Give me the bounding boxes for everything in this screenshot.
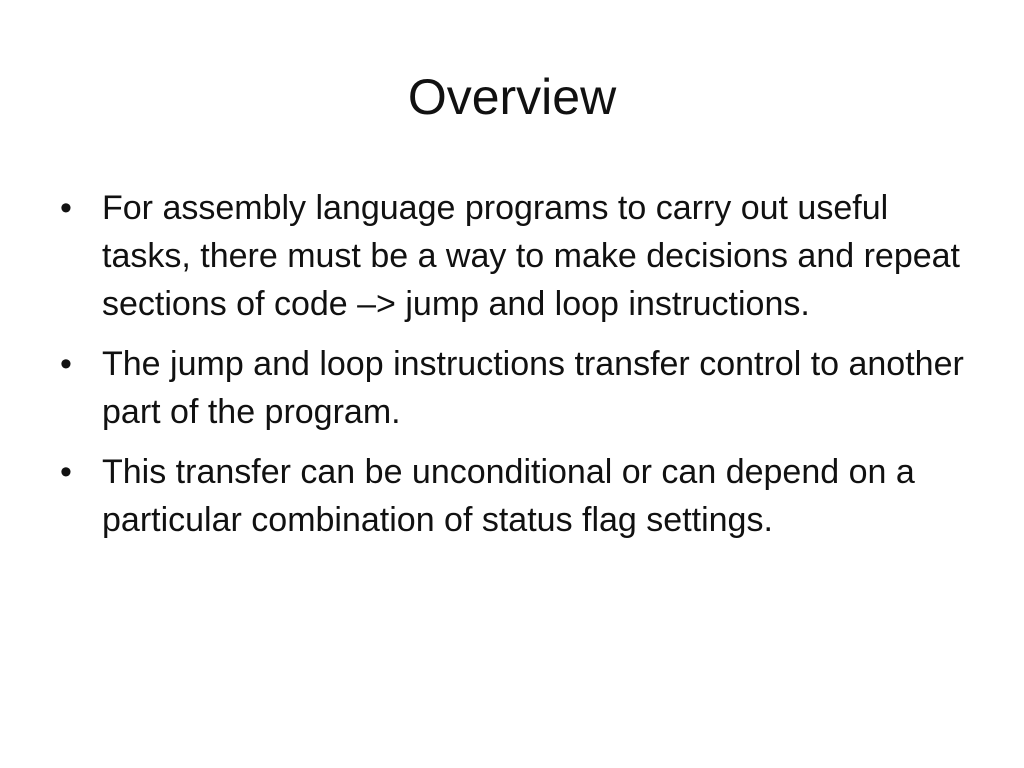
bullet-item bbox=[60, 448, 970, 544]
bullet-icon: • bbox=[60, 453, 72, 491]
bullet-icon: • bbox=[60, 345, 72, 383]
bullet-item bbox=[60, 184, 970, 328]
slide-title: Overview bbox=[407, 69, 617, 125]
bullet-text: The jump and loop instructions transfer control to another part of the program. bbox=[102, 345, 964, 431]
bullet-icon: • bbox=[60, 189, 72, 227]
bullet-item bbox=[60, 340, 970, 436]
bullet-text: This transfer can be unconditional or can depend on a particular combination of status flag settings. bbox=[102, 453, 915, 539]
bullet-text: For assembly language programs to carry out useful tasks, there must be a way to make decisions and repeat sections of code –> jump and loop instructions. bbox=[102, 189, 961, 323]
bullet-list bbox=[60, 184, 970, 556]
